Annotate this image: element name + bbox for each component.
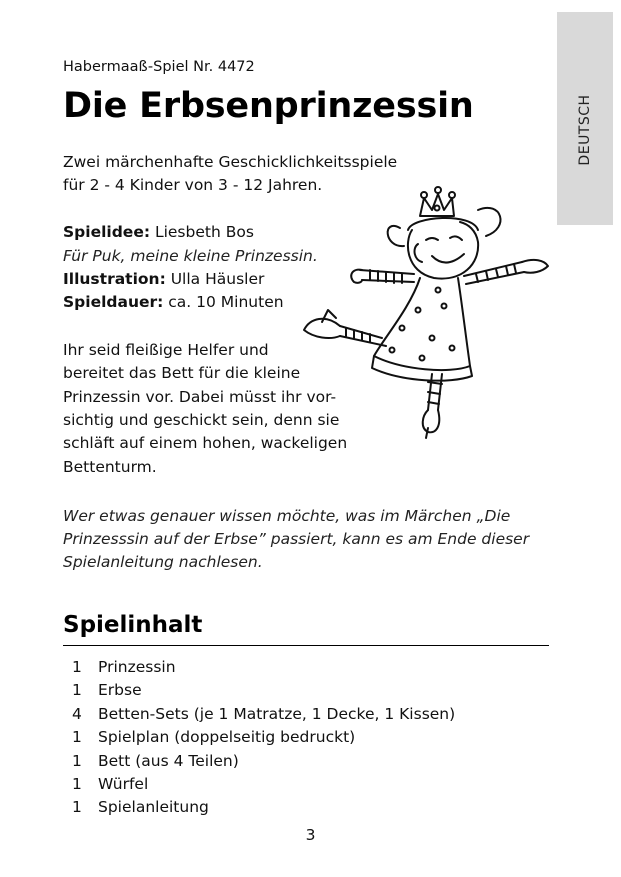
note-line: Wer etwas genauer wissen möchte, was im Märchen „Die: [63, 507, 511, 525]
contents-heading: Spielinhalt: [63, 612, 203, 638]
credit-idea: [63, 221, 254, 244]
item-quantity: 1: [72, 681, 82, 700]
list-item: [66, 703, 455, 726]
dancing-princess-illustration: [282, 178, 554, 440]
note-line: Prinzesssin auf der Erbse” passiert, kann es am Ende dieser: [63, 530, 530, 548]
credit-duration-label: Spieldauer:: [63, 293, 164, 311]
item-quantity: 1: [72, 658, 82, 676]
item-label: Betten-Sets (je 1 Matratze, 1 Decke, 1 Kissen): [98, 704, 456, 723]
item-label: Spielanleitung: [98, 798, 209, 817]
story-line: sichtig und geschickt sein, denn sie: [63, 411, 340, 429]
credit-duration: [63, 291, 284, 314]
list-item: [66, 796, 455, 819]
credit-illustration: [63, 268, 264, 291]
credit-illustration-label: Illustration:: [63, 270, 166, 288]
list-item: [66, 726, 455, 749]
dedication: Für Puk, meine kleine Prinzessin.: [63, 247, 318, 265]
story-line: Bettenturm.: [63, 458, 157, 476]
credit-idea-label: Spielidee:: [63, 223, 151, 241]
credit-duration-value: ca. 10 Minuten: [163, 293, 284, 311]
intro-line-1: Zwei märchenhafte Geschicklichkeitsspiele: [63, 153, 398, 171]
note-line: Spielanleitung nachlesen.: [63, 553, 263, 571]
item-quantity: 1: [72, 728, 82, 747]
item-quantity: 1: [72, 751, 82, 770]
item-label: Bett (aus 4 Teilen): [98, 751, 239, 770]
language-tab-label: DEUTSCH: [577, 94, 593, 166]
story-line: bereitet das Bett für die kleine: [63, 364, 301, 382]
credit-idea-value: Liesbeth Bos: [150, 223, 254, 241]
item-quantity: 1: [72, 775, 82, 794]
list-item: [66, 750, 455, 773]
game-number: Habermaaß-Spiel Nr. 4472: [63, 59, 255, 75]
item-label: Spielplan (doppelseitig bedruckt): [98, 728, 356, 747]
contents-list: [66, 656, 455, 820]
list-item: [66, 773, 455, 796]
item-label: Würfel: [98, 775, 149, 794]
item-label: Erbse: [98, 681, 142, 700]
item-label: Prinzessin: [98, 658, 176, 676]
item-quantity: 4: [72, 704, 82, 723]
page-title: Die Erbsenprinzessin: [63, 86, 474, 126]
list-item: [66, 656, 455, 679]
item-quantity: 1: [72, 798, 82, 817]
story-line: Prinzessin vor. Dabei müsst ihr vor-: [63, 388, 337, 406]
story-line: schläft auf einem hohen, wackeligen: [63, 434, 348, 452]
list-item: [66, 679, 455, 702]
section-divider: [63, 645, 549, 646]
credit-illustration-value: Ulla Häusler: [165, 270, 265, 288]
story-line: Ihr seid fleißige Helfer und: [63, 341, 269, 359]
page-number: 3: [305, 826, 316, 844]
language-tab: [557, 12, 613, 225]
intro-line-2: für 2 - 4 Kinder von 3 - 12 Jahren.: [63, 176, 323, 194]
